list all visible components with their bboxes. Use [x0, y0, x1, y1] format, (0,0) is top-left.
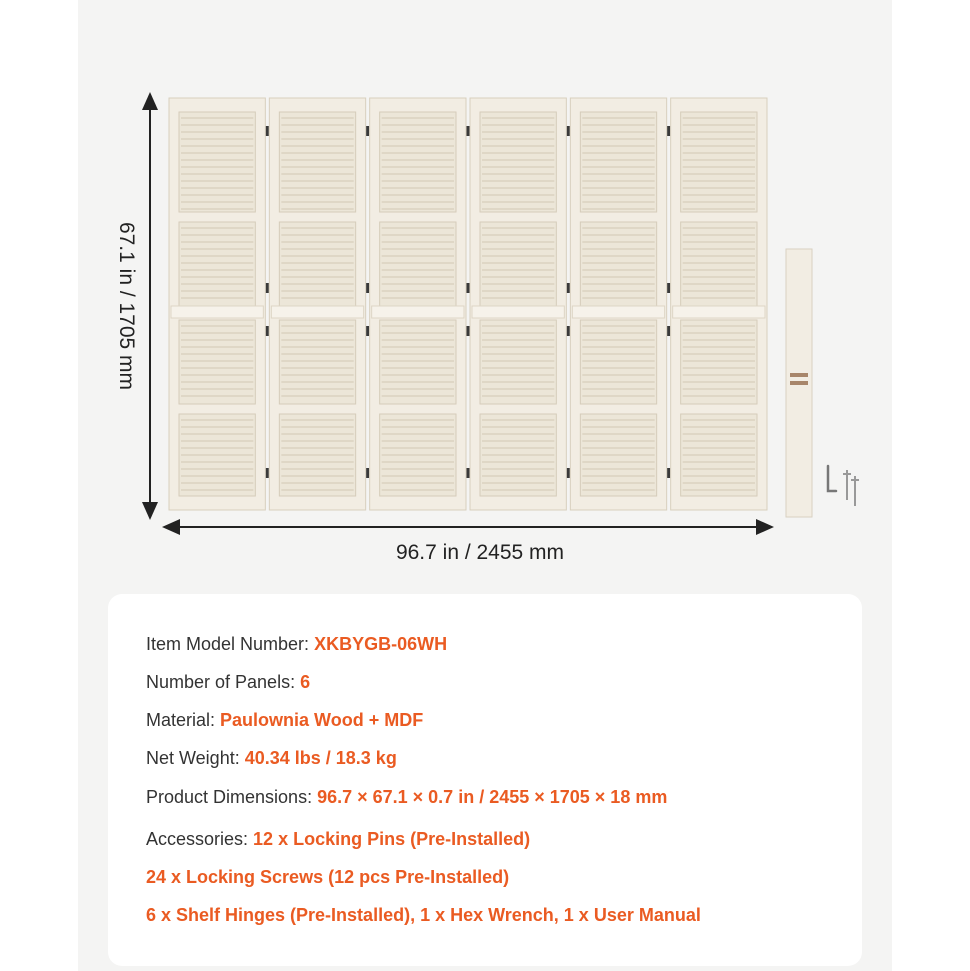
- hinge-icon: [266, 468, 269, 478]
- spec-model-number: Item Model Number: XKBYGB-06WH: [146, 634, 448, 654]
- spec-accessories-screws: 24 x Locking Screws (12 pcs Pre-Installed): [146, 867, 510, 887]
- hinge-icon: [266, 283, 269, 293]
- hinge-icon: [467, 283, 470, 293]
- hinge-icon: [667, 283, 670, 293]
- hinge-icon: [266, 126, 269, 136]
- hinge-icon: [366, 126, 369, 136]
- spec-panel-count: Number of Panels: 6: [146, 672, 311, 692]
- screen-panel: [570, 98, 666, 510]
- hex-wrench-icon: [828, 466, 836, 491]
- screen-panel: [671, 98, 767, 510]
- width-dimension-label: 96.7 in / 2455 mm: [395, 541, 565, 564]
- screen-panel: [269, 98, 365, 510]
- hinge-icon: [366, 468, 369, 478]
- hinge-icon: [567, 326, 570, 336]
- specifications-card: [108, 594, 862, 966]
- hinge-icon: [467, 468, 470, 478]
- hinge-icon: [567, 283, 570, 293]
- hinge-icon: [266, 326, 269, 336]
- hinge-icon: [567, 468, 570, 478]
- spec-accessories: Accessories: 12 x Locking Pins (Pre-Installed): [146, 829, 531, 849]
- height-dimension-label: 67.1 in / 1705 mm: [115, 221, 138, 391]
- hinge-icon: [567, 126, 570, 136]
- hinge-icon: [667, 468, 670, 478]
- screen-panel: [169, 98, 265, 510]
- side-profile: [786, 249, 812, 517]
- spec-dimensions: Product Dimensions: 96.7 × 67.1 × 0.7 in / 2455 × 1705 × 18 mm: [146, 787, 668, 807]
- screw-icon: [843, 470, 859, 506]
- hinge-icon: [667, 326, 670, 336]
- hinge-icon: [467, 326, 470, 336]
- screen-panel: [470, 98, 566, 510]
- hinge-icon: [366, 283, 369, 293]
- spec-net-weight: Net Weight: 40.34 lbs / 18.3 kg: [146, 748, 397, 768]
- spec-accessories-hinges: 6 x Shelf Hinges (Pre-Installed), 1 x Hex Wrench, 1 x User Manual: [146, 905, 701, 925]
- screen-panel: [370, 98, 466, 510]
- hinge-icon: [467, 126, 470, 136]
- hinge-icon: [667, 126, 670, 136]
- hinge-icon: [366, 326, 369, 336]
- spec-material: Material: Paulownia Wood + MDF: [146, 710, 424, 730]
